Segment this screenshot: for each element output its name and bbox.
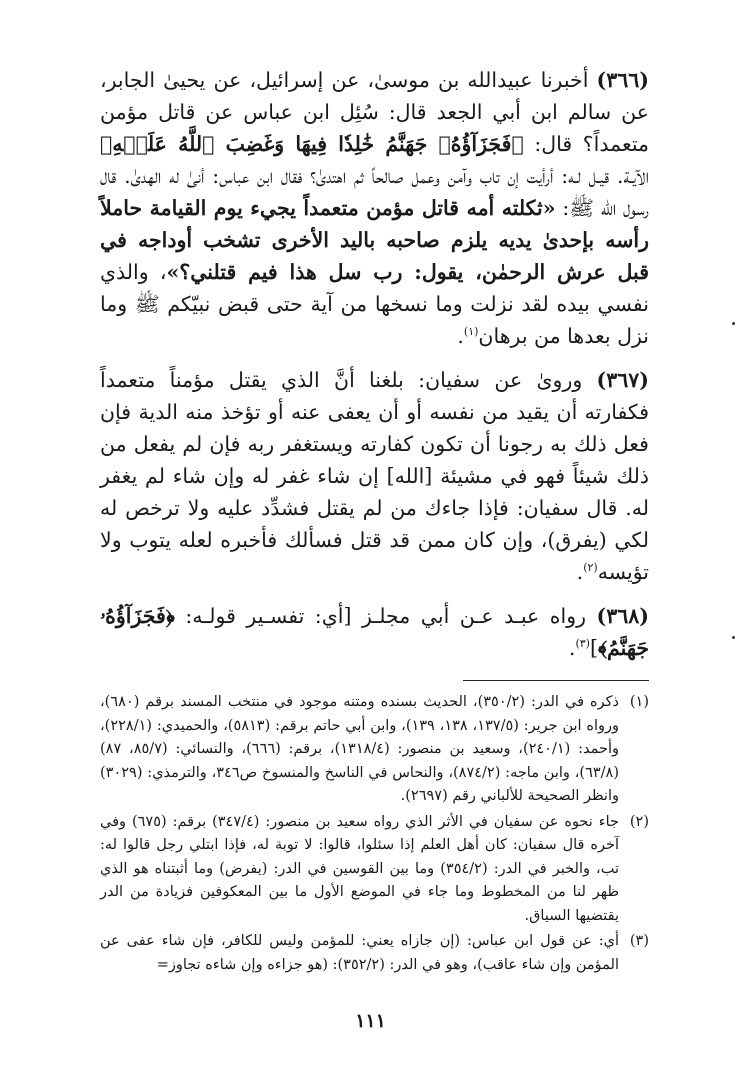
entry-number: (٣٦٧)	[596, 368, 649, 392]
footnote-ref[interactable]: (١)	[463, 325, 479, 339]
entry-366	[100, 64, 649, 352]
footnote-1	[100, 691, 649, 809]
footnote-text: أي: عن قول ابن عباس: (إن جازاه يعني: للمؤمن وليس للكافر، فإن شاء عفى عن المؤمن وإن شاء عاقب)، وهو في الدر: (٣٥٢/٢): (هو جزاءه وإن شاءه تجاوز=	[100, 933, 619, 973]
footnote-marker: (٢)	[629, 813, 649, 830]
hadith-text: «ثكلته أمه قاتل مؤمن متعمداً يجيء يوم القيامة حاملاً رأسه بإحدىٰ يديه يلزم صاحبه باليد الأخرى تشخب أوداجه في قبل عرش الرحمٰن، يقول: رب سل هذا فيم قتلني؟»	[100, 196, 650, 284]
margin-dot	[732, 322, 735, 325]
entry-number: (٣٦٦)	[596, 68, 649, 92]
entry-end: .	[576, 560, 584, 584]
footnotes	[100, 691, 649, 977]
entry-text: ورویٰ عن سفيان: بلغنا أنَّ الذي يقتل مؤمناً متعمداً فكفارته أن يقيد من نفسه أو أن يعفى عنه أو تؤخذ منه الدية فإن فعل ذلك به رجونا أن تكون كفارته ويستغفر ربه فإن لم يفعل من ذلك شيئاً فهو في مشيئة [الله] إن شاء غفر له وإن شاء لم يغفر له. قال سفيان: فإذا جاءك من لم يقتل فشدِّد عليه ولا ترخص له لكي (يفرق)، وإن كان ممن قد قتل فسألك فأخبره لعله يتوب ولا تؤيسه	[100, 368, 649, 584]
footnote-ref[interactable]: (٣)	[575, 637, 590, 651]
footnote-divider	[463, 680, 649, 681]
entry-text: ، والذي نفسي بيده لقد نزلت وما نسخها من آية حتى قبض نبيّكم ﷺ وما نزل بعدها من برهان	[100, 260, 649, 348]
entry-end: .	[457, 324, 464, 348]
entry-367	[100, 364, 649, 588]
footnote-text: جاء نحوه عن سفيان في الأثر الذي رواه سعيد بن منصور: (٣٤٧/٤) برقم: (٦٧٥) وفي آخره قال سفيان: كان أهل العلم إذا سئلوا، قالوا: لا توبة له، فإذا ابتلي رجل قالوا له: تب، والخبر في الدر: (٣٥٤/٢) وما بين القوسين في الدر: (يفرض) وما أثبتناه هو الذي ظهر لنا من المخطوط وما جاء في الموضع الأول ما بين المعكوفين فزيادة من الدر يقتضيها السياق.	[100, 813, 619, 924]
footnote-ref[interactable]: (٢)	[583, 561, 598, 575]
quran-verse: ﴿فَجَزَآؤُهُۥ جَهَنَّمُ خَٰلِدٗا فِيهَا وَغَضِبَ ٱللَّهُ عَلَيۡهِ﴾	[100, 132, 524, 156]
entry-text: أخبرنا عبيدالله بن موسىٰ، عن إسرائيل، عن يحيىٰ الجابر، عن سالم ابن أبي الجعد قال: سُئِل ابن عباس عن قاتل مؤمن متعمداً؟ قال:	[100, 68, 650, 156]
entry-end: .	[568, 636, 576, 660]
footnote-2	[100, 811, 649, 929]
footnote-marker: (١)	[629, 694, 649, 710]
entry-368	[100, 600, 649, 664]
entry-text: الآيـة. قيـل لـه: أرأيت إن تاب وآمن وعمل صالحاً ثم اهتدىٰ؟ فقال ابن عباس: أنىٰ له الهدىٰ. قال رسول الله ﷺ:	[100, 164, 649, 220]
quran-verse: ﴿فَجَزَآؤُهُۥ جَهَنَّمُ﴾	[100, 604, 649, 660]
footnote-3	[100, 930, 649, 977]
entry-text: رواه عبـد عـن أبي مجلـز [أي: تفسـير قولـه:	[174, 604, 597, 628]
entry-number: (٣٦٨)	[596, 604, 649, 628]
page-number: ١١١	[355, 1010, 386, 1032]
entry-text: ]	[589, 636, 598, 660]
footnote-text: ذكره في الدر: (٣٥٠/٢)، الحديث بسنده ومتنه موجود في منتخب المسند برقم (٦٨٠)، ورواه ابن جرير: (١٣٧/٥، ١٣٨، ١٣٩)، وابن أبي حاتم برقم: (٥٨١٣)، والحميدي: (٢٢٨/١)، وأحمد: (٢٤٠/١)، وسعيد بن منصور: (١٣١٨/٤)، برقم: (٦٦٦)، والنسائي: (٨٥/٧، ٨٧) (٦٣/٨)، وابن ماجه: (٨٧٤/٢)، والنحاس في الناسخ والمنسوخ ص٣٤٦، والترمذي: (٣٠٢٩) وانظر الصحيحة للألباني رقم (٢٦٩٧).	[100, 694, 620, 804]
margin-dot	[732, 636, 735, 639]
footnote-marker: (٣)	[629, 933, 649, 949]
